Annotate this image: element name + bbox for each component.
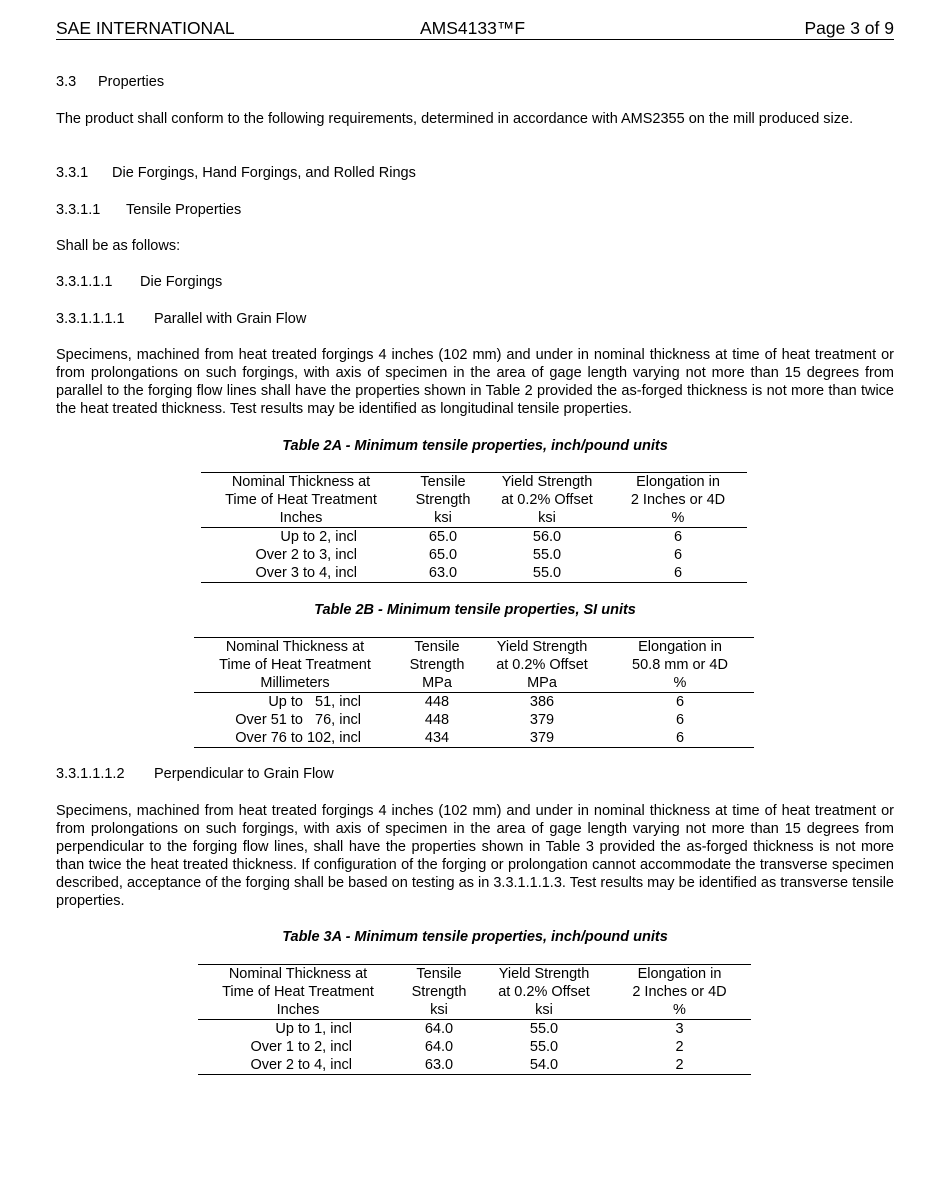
- cell-elongation: 6: [673, 529, 683, 545]
- cell-thickness: Over 3 to 4, incl: [255, 565, 357, 581]
- cell-thickness: Up to 2, incl: [280, 529, 357, 545]
- section-3-3-1-1-1-2-heading: [56, 765, 894, 783]
- column-header-tensile: Tensile Strength ksi: [411, 966, 467, 1018]
- table-2a-caption: Table 2A - Minimum tensile properties, inch/pound units: [282, 438, 668, 454]
- cell-thickness: Over 1 to 2, incl: [250, 1039, 352, 1055]
- cell-tensile: 64.0: [424, 1021, 454, 1037]
- table-row: [194, 693, 754, 712]
- cell-elongation: 2: [675, 1039, 684, 1055]
- column-header-yield: Yield Strength at 0.2% Offset MPa: [496, 639, 588, 691]
- section-3-3-1-1-1-1-text: Specimens, machined from heat treated forgings 4 inches (102 mm) and under in nominal thickness at time of heat treatment or from prolongations on such forgings, with axis of specimen in the area of gage length varying not more than 15 degrees from parallel to the forging flow lines shall have the properties shown in Table 2 provided the as-forged thickness is not more than twice the heat treated thickness. Test results may be identified as longitudinal tensile properties.: [56, 347, 894, 417]
- cell-yield: 55.0: [529, 1039, 559, 1055]
- table-row: [198, 1020, 751, 1039]
- column-header-thickness: Nominal Thickness at Time of Heat Treatment Inches: [222, 966, 374, 1018]
- column-header-elongation: Elongation in 50.8 mm or 4D %: [632, 639, 728, 691]
- cell-yield: 55.0: [532, 565, 562, 581]
- cell-thickness: Over 51 to 76, incl: [235, 712, 361, 728]
- cell-tensile: 63.0: [428, 565, 458, 581]
- cell-elongation: 2: [675, 1057, 684, 1073]
- section-3-3-1-1-1-2-text: Specimens, machined from heat treated forgings 4 inches (102 mm) and under in nominal thickness at time of heat treatment or from prolongations on such forgings, with axis of specimen in the area of gage length varying not more than 15 degrees from perpendicular to the forging flow lines, shall have the properties shown in Table 3 provided the as-forged thickness is not more than twice the heat treated thickness. If configuration of the forging or prolongation cannot accommodate the transverse specimen described, acceptance of the forging shall be based on testing as in 3.3.1.1.1.3. Test results may be identified as transverse tensile properties.: [56, 803, 894, 909]
- section-3-3-1-1-1-1-heading: [56, 310, 894, 328]
- table-row: [194, 711, 754, 729]
- table-3a: [198, 964, 751, 1075]
- section-3-3-1-heading: [56, 164, 894, 182]
- table-3a-caption: Table 3A - Minimum tensile properties, inch/pound units: [282, 929, 668, 945]
- section-title: Tensile Properties: [126, 202, 242, 218]
- section-3-3-text: The product shall conform to the following requirements, determined in accordance with AMS2355 on the mill produced size.: [56, 111, 854, 127]
- section-3-3-heading: [56, 73, 894, 91]
- table-2a: [201, 472, 747, 583]
- cell-yield: 379: [529, 730, 555, 746]
- section-number: 3.3.1.1: [56, 202, 101, 218]
- table-row: [194, 729, 754, 748]
- cell-thickness: Over 2 to 4, incl: [250, 1057, 352, 1073]
- section-title: Die Forgings: [140, 274, 223, 290]
- table-row: [201, 546, 747, 564]
- section-number: 3.3.1.1.1: [56, 274, 113, 290]
- table-2b: [194, 637, 754, 748]
- table-row: [201, 528, 747, 547]
- table-row: [198, 1056, 751, 1075]
- cell-yield: 379: [529, 712, 555, 728]
- cell-thickness: Over 76 to 102, incl: [235, 730, 361, 746]
- column-header-thickness: Nominal Thickness at Time of Heat Treatment Millimeters: [219, 639, 371, 691]
- section-3-3-1-1-heading: [56, 201, 894, 219]
- section-number: 3.3.1.1.1.1: [56, 311, 125, 327]
- header-page-number: Page 3 of 9: [804, 18, 894, 38]
- column-header-tensile: Tensile Strength MPa: [409, 639, 465, 691]
- section-title: Perpendicular to Grain Flow: [154, 766, 334, 782]
- cell-elongation: 6: [673, 565, 683, 581]
- cell-tensile: 434: [424, 730, 450, 746]
- cell-thickness: Over 2 to 3, incl: [255, 547, 357, 563]
- cell-yield: 55.0: [529, 1021, 559, 1037]
- column-header-elongation: Elongation in 2 Inches or 4D %: [630, 474, 726, 526]
- cell-elongation: 3: [675, 1021, 684, 1037]
- section-number: 3.3: [56, 74, 77, 90]
- cell-tensile: 65.0: [428, 529, 458, 545]
- cell-elongation: 6: [675, 712, 685, 728]
- table-row: [198, 1038, 751, 1056]
- column-header-elongation: Elongation in 2 Inches or 4D %: [632, 966, 727, 1018]
- cell-tensile: 64.0: [424, 1039, 454, 1055]
- section-3-3-1-1-text: Shall be as follows:: [56, 238, 181, 254]
- column-header-tensile: Tensile Strength ksi: [415, 474, 471, 526]
- cell-elongation: 6: [673, 547, 683, 563]
- cell-elongation: 6: [675, 730, 685, 746]
- header-org: SAE INTERNATIONAL: [56, 18, 235, 38]
- cell-yield: 56.0: [532, 529, 562, 545]
- page-header: [56, 17, 894, 40]
- column-header-yield: Yield Strength at 0.2% Offset ksi: [498, 966, 590, 1018]
- section-number: 3.3.1: [56, 165, 89, 181]
- cell-yield: 386: [529, 694, 555, 710]
- column-header-yield: Yield Strength at 0.2% Offset ksi: [501, 474, 593, 526]
- cell-elongation: 6: [675, 694, 685, 710]
- section-3-3-1-1-1-heading: [56, 273, 894, 291]
- cell-thickness: Up to 51, incl: [268, 694, 361, 710]
- cell-tensile: 65.0: [428, 547, 458, 563]
- table-2b-caption: Table 2B - Minimum tensile properties, SI units: [314, 602, 636, 618]
- header-doc-id: AMS4133™F: [420, 18, 526, 38]
- section-title: Parallel with Grain Flow: [154, 311, 307, 327]
- cell-tensile: 63.0: [424, 1057, 454, 1073]
- cell-tensile: 448: [424, 694, 450, 710]
- column-header-thickness: Nominal Thickness at Time of Heat Treatment Inches: [225, 474, 377, 526]
- section-title: Die Forgings, Hand Forgings, and Rolled Rings: [112, 165, 416, 181]
- section-title: Properties: [98, 74, 165, 90]
- cell-yield: 54.0: [529, 1057, 559, 1073]
- table-row: [201, 564, 747, 583]
- cell-yield: 55.0: [532, 547, 562, 563]
- cell-tensile: 448: [424, 712, 450, 728]
- cell-thickness: Up to 1, incl: [275, 1021, 352, 1037]
- section-number: 3.3.1.1.1.2: [56, 766, 125, 782]
